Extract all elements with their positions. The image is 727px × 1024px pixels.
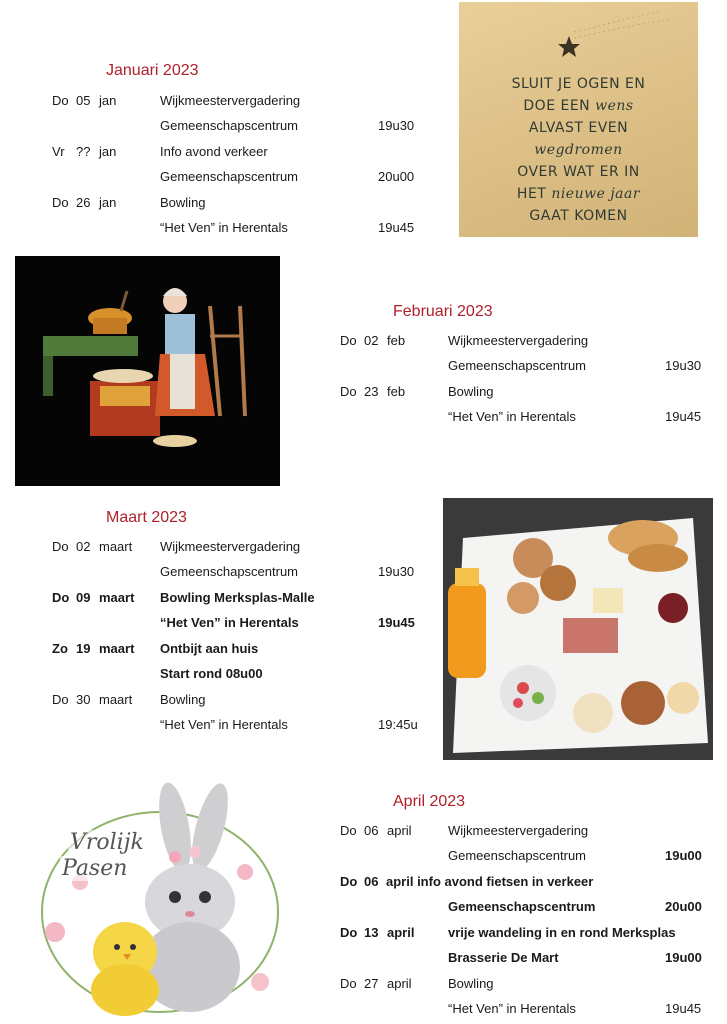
event-time: 20u00 — [665, 899, 702, 914]
event-desc: “Het Ven” in Herentals — [448, 1001, 576, 1016]
month-heading: April 2023 — [393, 793, 466, 810]
new-year-quote-image — [459, 2, 698, 237]
event-day: Do — [340, 384, 357, 399]
event-day: Do — [340, 976, 357, 991]
event-row — [52, 665, 432, 683]
event-day: Zo — [52, 641, 68, 656]
event-date: 05 — [76, 93, 91, 108]
quote-line-2-b: wens — [595, 98, 634, 114]
cooking-woman-illustration — [15, 256, 280, 486]
event-desc: Wijkmeestervergadering — [160, 539, 301, 554]
event-day: Do — [52, 195, 69, 210]
quote-line-6-a: HET — [516, 186, 547, 202]
event-day: Do — [340, 874, 358, 889]
event-time: 19:45u — [378, 717, 418, 732]
event-time: 19u45 — [378, 615, 415, 630]
event-row — [340, 949, 720, 967]
event-row — [52, 538, 432, 556]
event-day: Vr — [52, 144, 65, 159]
quote-line-3: ALVAST EVEN — [528, 120, 629, 136]
shooting-star-icon — [459, 2, 698, 62]
event-desc: vrije wandeling in en rond Merksplas — [448, 925, 676, 940]
event-date: 30 — [76, 692, 91, 707]
event-row — [52, 589, 432, 607]
easter-text-line-2: Pasen — [62, 856, 128, 881]
event-row — [340, 332, 720, 350]
event-desc: Gemeenschapscentrum — [448, 358, 587, 373]
event-row — [52, 614, 432, 632]
event-time: 19u00 — [665, 950, 702, 965]
event-row — [52, 168, 432, 186]
event-desc: Gemeenschapscentrum — [160, 118, 299, 133]
event-desc: “Het Ven” in Herentals — [160, 717, 288, 732]
month-heading: Maart 2023 — [106, 509, 187, 526]
event-time: 19u45 — [665, 1001, 702, 1016]
event-time: 19u00 — [665, 848, 702, 863]
easter-bunny-illustration — [20, 782, 282, 1024]
event-day: Do — [52, 539, 69, 554]
event-day: Do — [52, 93, 69, 108]
event-day: Do — [340, 823, 357, 838]
event-desc: Gemeenschapscentrum — [448, 899, 596, 914]
event-row — [52, 92, 432, 110]
event-desc: Start rond 08u00 — [160, 666, 263, 681]
event-row — [340, 873, 720, 891]
month-heading: Januari 2023 — [106, 62, 199, 79]
event-month: maart — [99, 539, 133, 554]
event-month: jan — [99, 195, 117, 210]
event-row — [52, 219, 432, 237]
event-row — [340, 1000, 720, 1018]
event-row — [340, 408, 720, 426]
event-row — [52, 117, 432, 135]
event-month: april — [387, 823, 412, 838]
event-date: ?? — [76, 144, 91, 159]
event-desc: Bowling — [448, 384, 494, 399]
event-row — [340, 898, 720, 916]
event-desc: Bowling — [448, 976, 494, 991]
event-month: april info avond fietsen in verkeer — [386, 874, 594, 889]
easter-text-line-1: Vrolijk — [70, 830, 144, 855]
event-desc: “Het Ven” in Herentals — [448, 409, 576, 424]
quote-line-6-b: nieuwe jaar — [551, 186, 641, 202]
event-desc: Bowling — [160, 195, 206, 210]
event-row — [52, 640, 432, 658]
quote-line-7: GAAT KOMEN — [529, 208, 628, 224]
event-month: feb — [387, 384, 406, 399]
event-day: Do — [52, 590, 70, 605]
event-row — [340, 847, 720, 865]
event-date: 27 — [364, 976, 379, 991]
event-date: 02 — [76, 539, 91, 554]
quote-line-4 — [459, 142, 698, 158]
event-time: 19u30 — [378, 564, 415, 579]
event-time: 19u45 — [665, 409, 702, 424]
event-month: jan — [99, 93, 117, 108]
event-row — [340, 383, 720, 401]
event-row — [52, 691, 432, 709]
event-day: Do — [340, 333, 357, 348]
event-desc: “Het Ven” in Herentals — [160, 220, 288, 235]
month-heading: Februari 2023 — [393, 303, 493, 320]
event-month: april — [387, 976, 412, 991]
event-date: 26 — [76, 195, 91, 210]
breakfast-box-illustration — [443, 498, 713, 760]
event-row — [340, 975, 720, 993]
quote-line-6 — [459, 186, 698, 202]
event-row — [340, 822, 720, 840]
event-row — [340, 357, 720, 375]
breakfast-box-image — [443, 498, 713, 760]
easter-card-image — [20, 782, 282, 1024]
event-month: april — [387, 925, 415, 940]
quote-line-2 — [459, 98, 698, 114]
event-date: 06 — [364, 823, 379, 838]
event-month: feb — [387, 333, 406, 348]
event-time: 19u30 — [378, 118, 415, 133]
event-desc: Wijkmeestervergadering — [448, 823, 589, 838]
event-date: 06 — [364, 874, 379, 889]
event-desc: Gemeenschapscentrum — [160, 169, 299, 184]
event-month: maart — [99, 692, 133, 707]
event-desc: Wijkmeestervergadering — [448, 333, 589, 348]
event-desc: Ontbijt aan huis — [160, 641, 259, 656]
event-desc: Gemeenschapscentrum — [160, 564, 299, 579]
event-desc: Wijkmeestervergadering — [160, 93, 301, 108]
event-date: 13 — [364, 925, 379, 940]
event-desc: Brasserie De Mart — [448, 950, 559, 965]
event-day: Do — [52, 692, 69, 707]
event-desc: Bowling — [160, 692, 206, 707]
event-day: Do — [340, 925, 358, 940]
event-time: 20u00 — [378, 169, 415, 184]
event-month: jan — [99, 144, 117, 159]
event-date: 02 — [364, 333, 379, 348]
event-date: 19 — [76, 641, 91, 656]
event-row — [52, 194, 432, 212]
event-row — [52, 716, 432, 734]
event-row — [52, 143, 432, 161]
event-date: 23 — [364, 384, 379, 399]
event-desc: Info avond verkeer — [160, 144, 268, 159]
event-row — [340, 924, 720, 942]
event-desc: “Het Ven” in Herentals — [160, 615, 299, 630]
event-time: 19u45 — [378, 220, 415, 235]
event-time: 19u30 — [665, 358, 702, 373]
event-month: maart — [99, 641, 135, 656]
event-desc: Bowling Merksplas-Malle — [160, 590, 315, 605]
quote-line-1: SLUIT JE OGEN EN — [511, 76, 646, 92]
cooking-woman-image — [15, 256, 280, 486]
event-desc: Gemeenschapscentrum — [448, 848, 587, 863]
event-date: 09 — [76, 590, 91, 605]
event-month: maart — [99, 590, 135, 605]
quote-line-5: OVER WAT ER IN — [517, 164, 640, 180]
quote-line-2-a: DOE EEN — [523, 98, 591, 114]
event-row — [52, 563, 432, 581]
quote-line-4-text: wegdromen — [534, 142, 623, 158]
